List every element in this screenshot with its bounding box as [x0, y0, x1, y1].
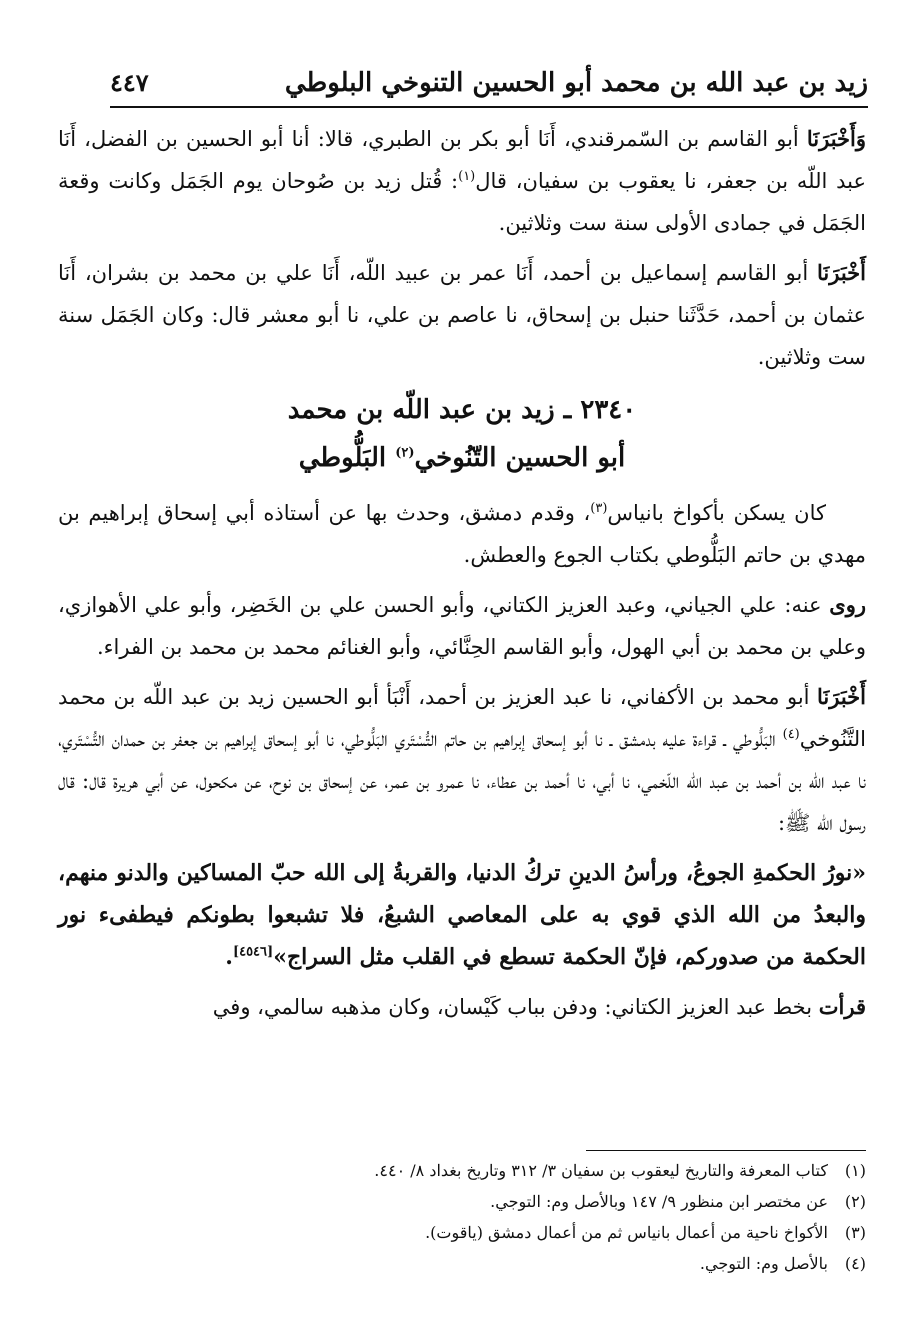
running-title: زيد بن عبد الله بن محمد أبو الحسين التنوخي البلوطي — [284, 68, 868, 98]
paragraph-text: البَلُّوطي ـ قراءة عليه بدمشق ـ نا أبو إسحاق إبراهيم بن حاتم التُّسْتَري البَلُّوطي، نا أبو إسحاق إبراهيم بن جعفر بن حمدان التُّسْتَري، نا عبد اللّه بن أحمد بن عبد اللّه اللّخمي، نا أبي، نا أحمد بن عطاء، نا عمرو بن عمر، عن إسحاق بن نوح، عن مكحول، عن أبي هريرة قال: قال رسول اللّه ﷺ: — [58, 727, 866, 835]
footnote-ref[interactable]: (٣) — [590, 501, 608, 516]
paragraph-lead: أَخْبَرَنَا — [817, 260, 866, 285]
footnote-ref[interactable]: (٢) — [395, 445, 415, 461]
paragraph — [58, 676, 866, 844]
entry-heading-text: البَلُّوطي — [298, 443, 396, 473]
footnote-ref[interactable]: (٤) — [782, 727, 800, 742]
paragraph-text: عنه: علي الجياني، وعبد العزيز الكتاني، وأبو الحسن علي بن الخَضِر، وأبو علي الأهوازي، وعلي بن محمد بن أبي الهول، وأبو القاسم الحِنَّائي، وأبو الغنائم محمد بن محمد بن الفراء. — [58, 593, 866, 659]
footnote-number: (١) — [844, 1161, 866, 1180]
footnote-number: (٢) — [844, 1192, 866, 1211]
entry-heading-line — [58, 434, 866, 482]
paragraph — [58, 118, 866, 244]
paragraph-text: بخط عبد العزيز الكتاني: ودفن بباب كَيْسان، وكان مذهبه سالمي، وفي — [212, 995, 819, 1019]
footnotes — [200, 1155, 866, 1279]
entry-heading-text: أبو الحسين التّنُوخي — [414, 443, 626, 473]
hadith-end: . — [225, 944, 233, 970]
hadith-reference: [٤٥٤٦] — [232, 944, 274, 960]
footnote — [200, 1186, 866, 1217]
footnote-divider — [586, 1150, 866, 1151]
paragraph-text: ، وقدم دمشق، وحدث بها عن أستاذه أبي إسحاق إبراهيم بن مهدي بن حاتم البَلُّوطي بكتاب الجوع والعطش. — [58, 501, 866, 567]
paragraph-text: أبو القاسم إسماعيل بن أحمد، أَنَا عمر بن عبيد اللّه، أَنَا علي بن محمد بن بشران، أَنَا عثمان بن أحمد، حَدَّثَنا حنبل بن إسحاق، نا عاصم بن علي، نا أبو معشر قال: وكان الجَمَل سنة ست وثلاثين. — [58, 261, 866, 369]
paragraph — [58, 986, 866, 1028]
hadith-body: «نورُ الحكمةِ الجوعُ، ورأسُ الدينِ تركُ الدنيا، والقربةُ إلى الله حبّ المساكين والدنو منهم، والبعدُ من الله الذي قوي به على المعاصي الشبعُ، فلا تشبعوا بطونكم فيطفىء نور الحكمة من صدوركم، فإنّ الحكمة تسطع في القلب مثل السراج» — [58, 860, 866, 970]
paragraph — [58, 584, 866, 668]
paragraph — [58, 252, 866, 378]
running-header — [110, 62, 868, 108]
footnote-text: عن مختصر ابن منظور ٩/ ١٤٧ وبالأصل وم: التوجي. — [490, 1192, 828, 1211]
entry-heading — [58, 386, 866, 482]
footnote — [200, 1248, 866, 1279]
paragraph-text: أبو القاسم بن السّمرقندي، أَنَا أبو بكر بن الطبري، قالا: أنا أبو الحسين بن الفضل، أَنَا عبد اللّه بن جعفر، نا يعقوب بن سفيان، قال — [58, 127, 866, 193]
paragraph — [58, 492, 866, 576]
footnote — [200, 1155, 866, 1186]
paragraph-lead: روى — [829, 592, 866, 617]
paragraph-lead: قرأت — [818, 994, 866, 1019]
footnote-text: الأكواخ ناحية من أعمال بانياس ثم من أعمال دمشق (ياقوت). — [425, 1223, 828, 1242]
entry-heading-line: ٢٣٤٠ ـ زيد بن عبد اللّه بن محمد — [287, 395, 637, 425]
paragraph-lead: أَخْبَرَنَا — [817, 684, 866, 709]
hadith-text — [58, 852, 866, 978]
paragraph-text: : قُتل زيد بن صُوحان يوم الجَمَل وكانت وقعة الجَمَل في جمادى الأولى سنة ست وثلاثين. — [58, 169, 866, 235]
footnote — [200, 1217, 866, 1248]
footnote-ref[interactable]: (١) — [458, 169, 476, 184]
footnote-text: كتاب المعرفة والتاريخ ليعقوب بن سفيان ٣/ ٣١٢ وتاريخ بغداد ٨/ ٤٤٠. — [374, 1161, 828, 1180]
footnote-text: بالأصل وم: التوجي. — [699, 1254, 828, 1273]
footnote-number: (٣) — [844, 1223, 866, 1242]
main-text — [58, 118, 866, 1036]
paragraph-text: أبو محمد بن الأكفاني، نا عبد العزيز بن أحمد، أَنْبَأ أبو الحسين زيد بن عبد اللّه بن محمد التَّنُوخي — [58, 685, 866, 751]
page-number: ٤٤٧ — [110, 68, 149, 97]
paragraph-lead: وَأَخْبَرَنَا — [806, 126, 866, 151]
footnote-number: (٤) — [844, 1254, 866, 1273]
paragraph-text: كان يسكن بأكواخ بانياس — [607, 501, 826, 525]
